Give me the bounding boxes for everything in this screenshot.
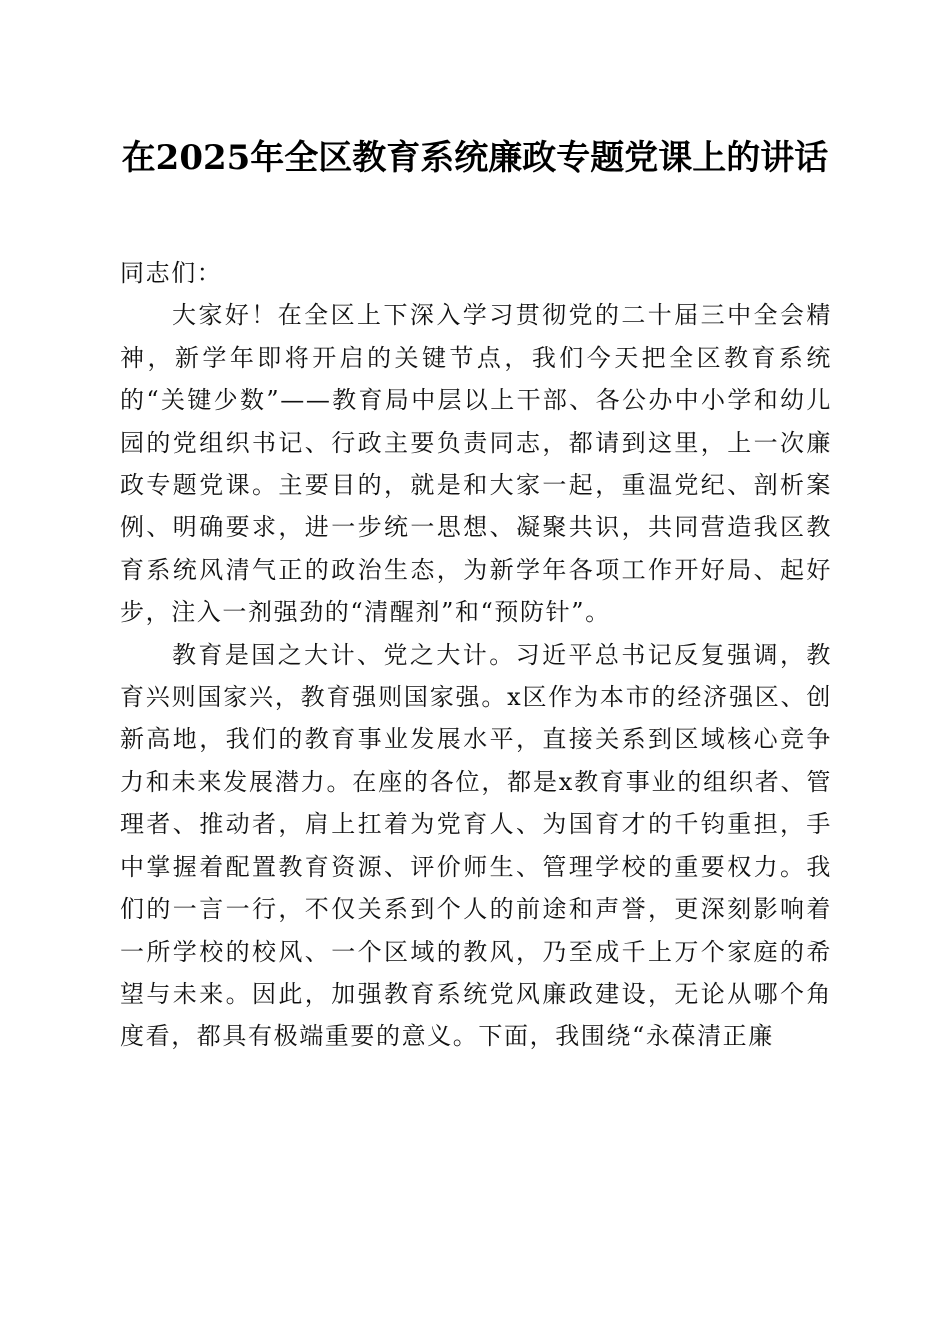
document-body [120, 252, 832, 1058]
paragraph-2: 教育是国之大计、党之大计。习近平总书记反复强调，教育兴则国家兴，教育强则国家强。x区作为本市的经济强区、创新高地，我们的教育事业发展水平，直接关系到区域核心竞争力和未来发展潜力。在座的各位，都是x教育事业的组织者、管理者、推动者，肩上扛着为党育人、为国育才的千钧重担，手中掌握着配置教育资源、评价师生、管理学校的重要权力。我们的一言一行，不仅关系到个人的前途和声誉，更深刻影响着一所学校的校风、一个区域的教风，乃至成千上万个家庭的希望与未来。因此，加强教育系统党风廉政建设，无论从哪个角度看，都具有极端重要的意义。下面，我围绕“永葆清正廉 [120, 640, 832, 1051]
document-title: 在2025年全区教育系统廉政专题党课上的讲话 [121, 138, 829, 178]
paragraph-1: 大家好！在全区上下深入学习贯彻党的二十届三中全会精神，新学年即将开启的关键节点，我们今天把全区教育系统的“关键少数”——教育局中层以上干部、各公办中小学和幼儿园的党组织书记、行政主要负责同志，都请到这里，上一次廉政专题党课。主要目的，就是和大家一起，重温党纪、剖析案例、明确要求，进一步统一思想、凝聚共识，共同营造我区教育系统风清气正的政治生态，为新学年各项工作开好局、起好步，注入一剂强劲的“清醒剂”和“预防针”。 [120, 301, 832, 627]
salutation: 同志们： [120, 259, 223, 287]
